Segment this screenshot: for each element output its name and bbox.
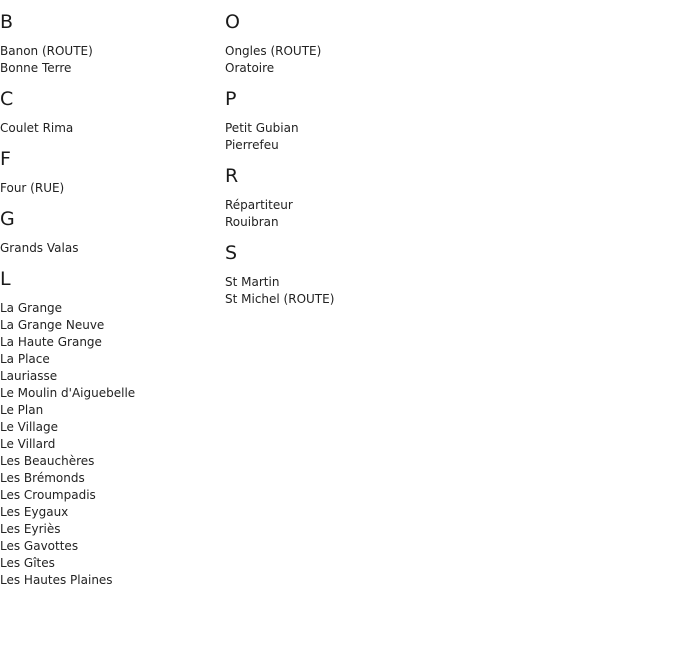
street-item[interactable]: Les Hautes Plaines <box>0 573 113 587</box>
street-list <box>0 43 220 77</box>
street-item[interactable]: Pierrefeu <box>225 138 279 152</box>
street-item[interactable]: Coulet Rima <box>0 121 74 135</box>
street-item[interactable]: Répartiteur <box>225 198 293 212</box>
section-r <box>225 154 445 231</box>
street-list <box>225 120 445 154</box>
street-item[interactable]: La Grange Neuve <box>0 318 105 332</box>
section-g <box>0 197 220 257</box>
street-list <box>225 43 445 77</box>
street-item[interactable]: Le Village <box>0 420 58 434</box>
section-c <box>0 77 220 137</box>
street-list <box>0 300 220 589</box>
street-item[interactable]: St Martin <box>225 275 280 289</box>
letter-heading: R <box>225 165 239 187</box>
street-item[interactable]: Les Brémonds <box>0 471 85 485</box>
letter-heading: B <box>0 11 14 33</box>
street-item[interactable]: Le Villard <box>0 437 56 451</box>
street-item[interactable]: Les Croumpadis <box>0 488 96 502</box>
street-item[interactable]: Les Gîtes <box>0 556 55 570</box>
street-item[interactable]: La Haute Grange <box>0 335 102 349</box>
street-list <box>225 274 445 308</box>
street-list <box>225 197 445 231</box>
street-list <box>0 180 220 197</box>
letter-heading: F <box>0 148 11 170</box>
street-item[interactable]: Les Eyriès <box>0 522 61 536</box>
street-item[interactable]: Four (RUE) <box>0 181 65 195</box>
street-item[interactable]: St Michel (ROUTE) <box>225 292 335 306</box>
left-column <box>0 0 220 589</box>
street-item[interactable]: La Grange <box>0 301 63 315</box>
street-item[interactable]: Oratoire <box>225 61 275 75</box>
street-list <box>0 240 220 257</box>
section-f <box>0 137 220 197</box>
section-s <box>225 231 445 308</box>
street-list <box>0 120 220 137</box>
right-column <box>225 0 445 308</box>
street-item[interactable]: Banon (ROUTE) <box>0 44 93 58</box>
letter-heading: P <box>225 88 237 110</box>
letter-heading: C <box>0 88 14 110</box>
letter-heading: O <box>225 11 240 33</box>
street-item[interactable]: Bonne Terre <box>0 61 72 75</box>
section-p <box>225 77 445 154</box>
section-b <box>0 0 220 77</box>
street-item[interactable]: Petit Gubian <box>225 121 299 135</box>
street-item[interactable]: Le Plan <box>0 403 44 417</box>
letter-heading: S <box>225 242 238 264</box>
letter-heading: L <box>0 268 11 290</box>
street-item[interactable]: Les Gavottes <box>0 539 79 553</box>
letter-heading: G <box>0 208 15 230</box>
section-l <box>0 257 220 589</box>
street-item[interactable]: Lauriasse <box>0 369 58 383</box>
street-item[interactable]: Le Moulin d'Aiguebelle <box>0 386 136 400</box>
street-item[interactable]: Ongles (ROUTE) <box>225 44 322 58</box>
street-item[interactable]: Grands Valas <box>0 241 79 255</box>
section-o <box>225 0 445 77</box>
street-item[interactable]: La Place <box>0 352 50 366</box>
street-item[interactable]: Les Eygaux <box>0 505 69 519</box>
street-item[interactable]: Rouibran <box>225 215 279 229</box>
street-item[interactable]: Les Beauchères <box>0 454 95 468</box>
